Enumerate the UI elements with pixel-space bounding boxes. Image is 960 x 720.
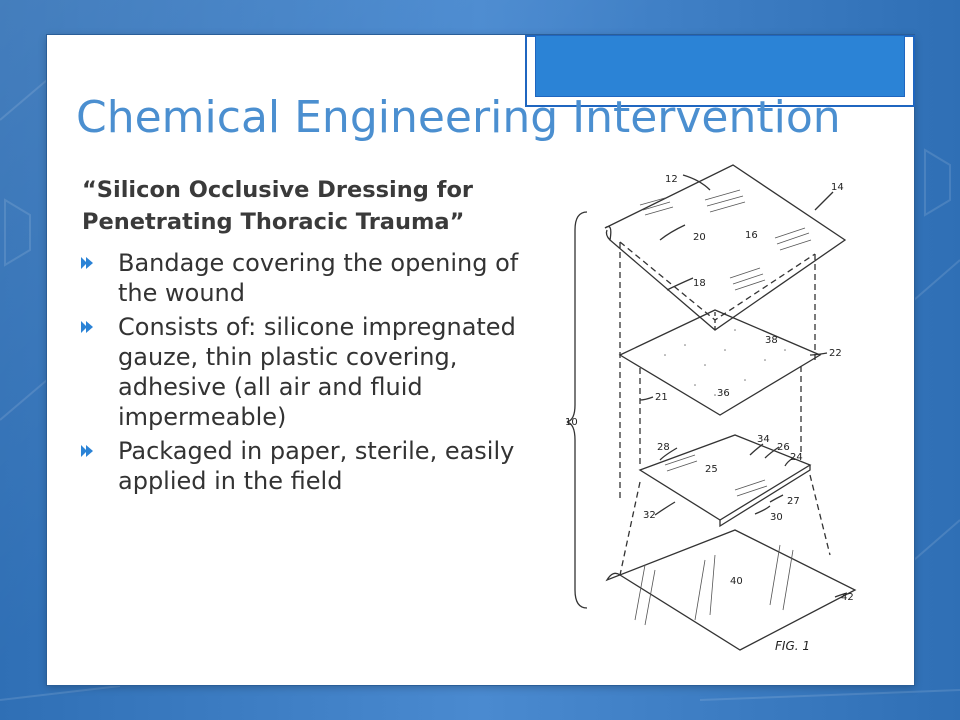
hatch-shading-7 [635,545,793,625]
figure-caption: FIG. 1 [775,639,811,653]
figure-label: 32 [643,510,656,521]
bottom-layer-shape [607,530,855,650]
diamond-arrow-bullet-icon [80,256,94,270]
figure-label: 16 [745,230,758,241]
header-tab-fill [535,35,905,97]
figure-label: 26 [777,442,790,453]
diamond-arrow-bullet-icon [80,320,94,334]
top-layer-shape [605,165,845,330]
figure-label: 12 [665,174,678,185]
figure-label: 28 [657,442,670,453]
figure-label: 18 [693,278,706,289]
assembly-bracket [567,212,587,608]
hatch-shading-5 [665,455,697,471]
slide-content [80,174,550,500]
top-layer-curl [606,230,610,240]
figure-label: 24 [790,452,803,463]
figure-label: 42 [841,592,854,603]
hatch-shading-1 [640,198,673,215]
hatch-shading-4 [730,268,765,290]
slide-title: Chemical Engineering Intervention [76,92,841,143]
figure-label: 25 [705,464,718,475]
bullet-text: Bandage covering the opening of the wound [118,249,519,307]
figure-label: 10 [565,417,578,428]
bullet-text: Consists of: silicone impregnated gauze, thin plastic covering, adhesive (all air and fluid impermeable) [118,313,516,431]
figure-label: 22 [829,348,842,359]
figure-label: 30 [770,512,783,523]
bullet-item [80,436,550,496]
bullet-list [80,248,550,496]
hatch-shading-2 [705,190,745,212]
figure-label: 27 [787,496,800,507]
figure-label: 21 [655,392,668,403]
diamond-arrow-bullet-icon [80,444,94,458]
bullet-item [80,248,550,308]
figure-label: 36 [717,388,730,399]
figure-label: 38 [765,335,778,346]
figure-label: 14 [831,182,844,193]
figure-label: 40 [730,576,743,587]
bullet-item [80,312,550,432]
slide-subtitle: “Silicon Occlusive Dressing for Penetrating Thoracic Trauma” [82,177,474,235]
figure-label: 20 [693,232,706,243]
hatch-shading-3 [775,228,811,250]
patent-diagram-figure [565,150,865,660]
figure-label: 34 [757,434,770,445]
bullet-text: Packaged in paper, sterile, easily applied in the field [118,437,515,495]
